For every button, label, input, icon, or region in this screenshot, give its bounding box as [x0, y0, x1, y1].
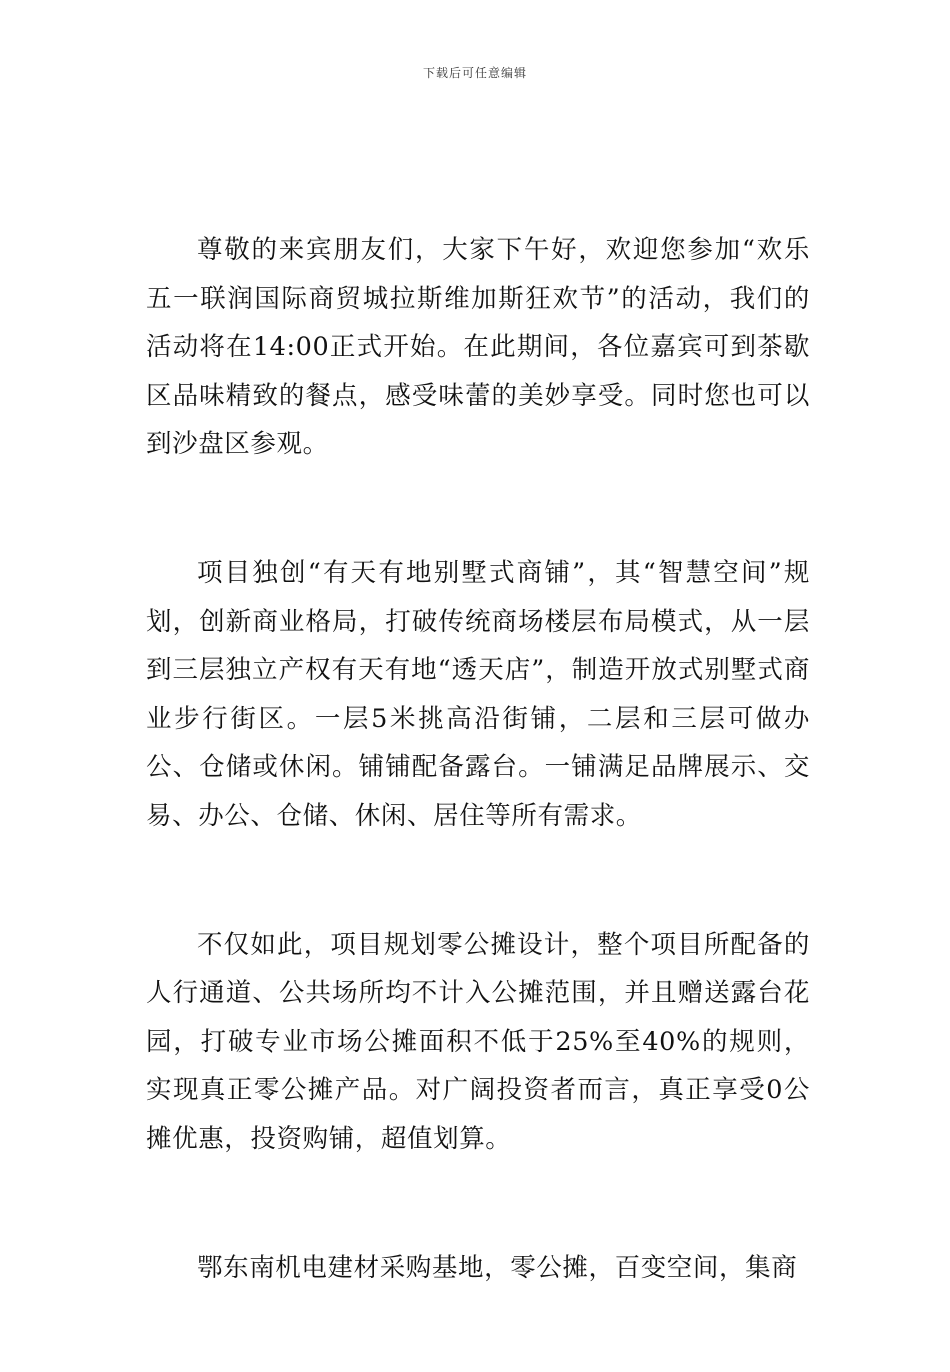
paragraph-welcome: 尊敬的来宾朋友们，大家下午好，欢迎您参加“欢乐五一联润国际商贸城拉斯维加斯狂欢节”的活动，我们的活动将在14:00正式开始。在此期间，各位嘉宾可到茶歇区品味精致的餐点，感受味蕾的美妙享受。同时您也可以到沙盘区参观。: [146, 235, 810, 460]
paragraph-villa-shops: 项目独创“有天有地别墅式商铺”，其“智慧空间”规划，创新商业格局，打破传统商场楼层布局模式，从一层到三层独立产权有天有地“透天店”，制造开放式别墅式商业步行街区。一层5米挑高沿街铺，二层和三层可做办公、仓储或休闲。铺铺配备露台。一铺满足品牌展示、交易、办公、仓储、休闲、居住等所有需求。: [146, 557, 810, 831]
header-note: 下载后可任意编辑: [422, 66, 527, 80]
paragraph-zero-shared-area: 不仅如此，项目规划零公摊设计，整个项目所配备的人行通道、公共场所均不计入公摊范围，并且赠送露台花园，打破专业市场公摊面积不低于25%至40%的规则，实现真正零公摊产品。对广阔投资者而言，真正享受0公摊优惠，投资购铺，超值划算。: [146, 929, 810, 1154]
document-body: [146, 226, 810, 1372]
paragraph-base-intro: 鄂东南机电建材采购基地，零公摊，百变空间，集商: [197, 1252, 798, 1283]
